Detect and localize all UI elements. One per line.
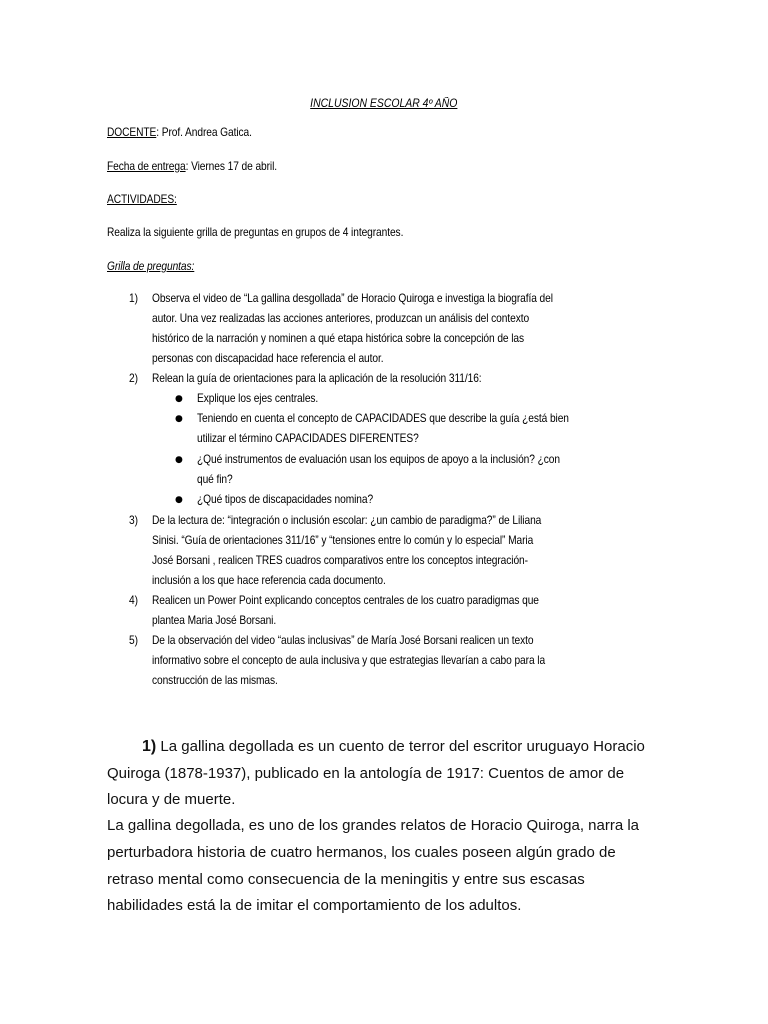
bullet-line: Teniendo en cuenta el concepto de CAPACIDADES que describe la guía ¿está bien bbox=[197, 412, 569, 425]
answer-paragraph-line: La gallina degollada, es uno de los grandes relatos de Horacio Quiroga, narra la bbox=[107, 817, 640, 834]
question-line: inclusión a los que hace referencia cada documento. bbox=[152, 574, 386, 587]
question-line: plantea Maria José Borsani. bbox=[152, 614, 277, 627]
question-line: Relean la guía de orientaciones para la aplicación de la resolución 311/16: bbox=[152, 372, 482, 385]
question-line: histórico de la narración y nominen a qué etapa histórica sobre la concepción de las bbox=[152, 332, 525, 345]
bullet-line: ¿Qué instrumentos de evaluación usan los equipos de apoyo a la inclusión? ¿con bbox=[197, 453, 560, 466]
question-line: Realicen un Power Point explicando conceptos centrales de los cuatro paradigmas que bbox=[152, 594, 539, 607]
bullet-icon: ● bbox=[175, 394, 183, 404]
document-title: INCLUSION ESCOLAR 4º AÑO bbox=[310, 97, 458, 110]
question-line: personas con discapacidad hace referencia el autor. bbox=[152, 352, 384, 365]
docente-line bbox=[107, 126, 252, 139]
question-number: 3) bbox=[129, 514, 138, 527]
intro-text: Realiza la siguiente grilla de preguntas en grupos de 4 integrantes. bbox=[107, 226, 404, 239]
answer-paragraph-line: perturbadora historia de cuatro hermanos, los cuales poseen algún grado de bbox=[107, 844, 616, 861]
question-line: De la observación del video “aulas inclusivas” de María José Borsani realicen un texto bbox=[152, 634, 534, 647]
fecha-label: Fecha de entrega bbox=[107, 160, 186, 173]
bullet-icon: ● bbox=[175, 455, 183, 465]
question-number: 4) bbox=[129, 594, 138, 607]
fecha-value: : Viernes 17 de abril. bbox=[185, 160, 278, 173]
question-line: José Borsani , realicen TRES cuadros comparativos entre los conceptos integración- bbox=[152, 554, 528, 567]
question-line: Sinisi. “Guía de orientaciones 311/16” y “tensiones entre lo común y lo especial” Maria bbox=[152, 534, 534, 547]
question-line: De la lectura de: “integración o inclusión escolar: ¿un cambio de paradigma?” de Liliana bbox=[152, 514, 542, 527]
answer-paragraph-line: habilidades está la de imitar el comportamiento de los adultos. bbox=[107, 897, 522, 914]
question-line: informativo sobre el concepto de aula inclusiva y que estrategias llevarían a cabo para la bbox=[152, 654, 546, 667]
docente-value: : Prof. Andrea Gatica. bbox=[156, 126, 252, 139]
question-line: Observa el video de “La gallina desgollada” de Horacio Quiroga e investiga la biografía del bbox=[152, 292, 553, 305]
grilla-heading: Grilla de preguntas: bbox=[107, 260, 195, 273]
bullet-line: Explique los ejes centrales. bbox=[197, 392, 319, 405]
question-line: construcción de las mismas. bbox=[152, 674, 278, 687]
answer-paragraph-line bbox=[107, 738, 660, 756]
question-line: autor. Una vez realizadas las acciones anteriores, produzcan un análisis del contexto bbox=[152, 312, 530, 325]
answer-lead-number: 1) bbox=[142, 738, 157, 755]
bullet-line: ¿Qué tipos de discapacidades nomina? bbox=[197, 493, 374, 506]
answer-paragraph-line: Quiroga (1878-1937), publicado en la antología de 1917: Cuentos de amor de bbox=[107, 765, 625, 782]
bullet-line: utilizar el término CAPACIDADES DIFERENTES? bbox=[197, 432, 419, 445]
fecha-line bbox=[107, 160, 277, 173]
actividades-heading: ACTIVIDADES: bbox=[107, 193, 177, 206]
question-number: 5) bbox=[129, 634, 138, 647]
answer-paragraph-line: locura y de muerte. bbox=[107, 791, 236, 808]
docente-label: DOCENTE bbox=[107, 126, 157, 139]
bullet-icon: ● bbox=[175, 495, 183, 505]
question-number: 1) bbox=[129, 292, 138, 305]
bullet-icon: ● bbox=[175, 414, 183, 424]
answer-line-text: La gallina degollada es un cuento de terror del escritor uruguayo Horacio bbox=[160, 738, 645, 755]
question-number: 2) bbox=[129, 372, 138, 385]
bullet-line: qué fin? bbox=[197, 473, 233, 486]
answer-paragraph-line: retraso mental como consecuencia de la meningitis y entre sus escasas bbox=[107, 871, 585, 888]
